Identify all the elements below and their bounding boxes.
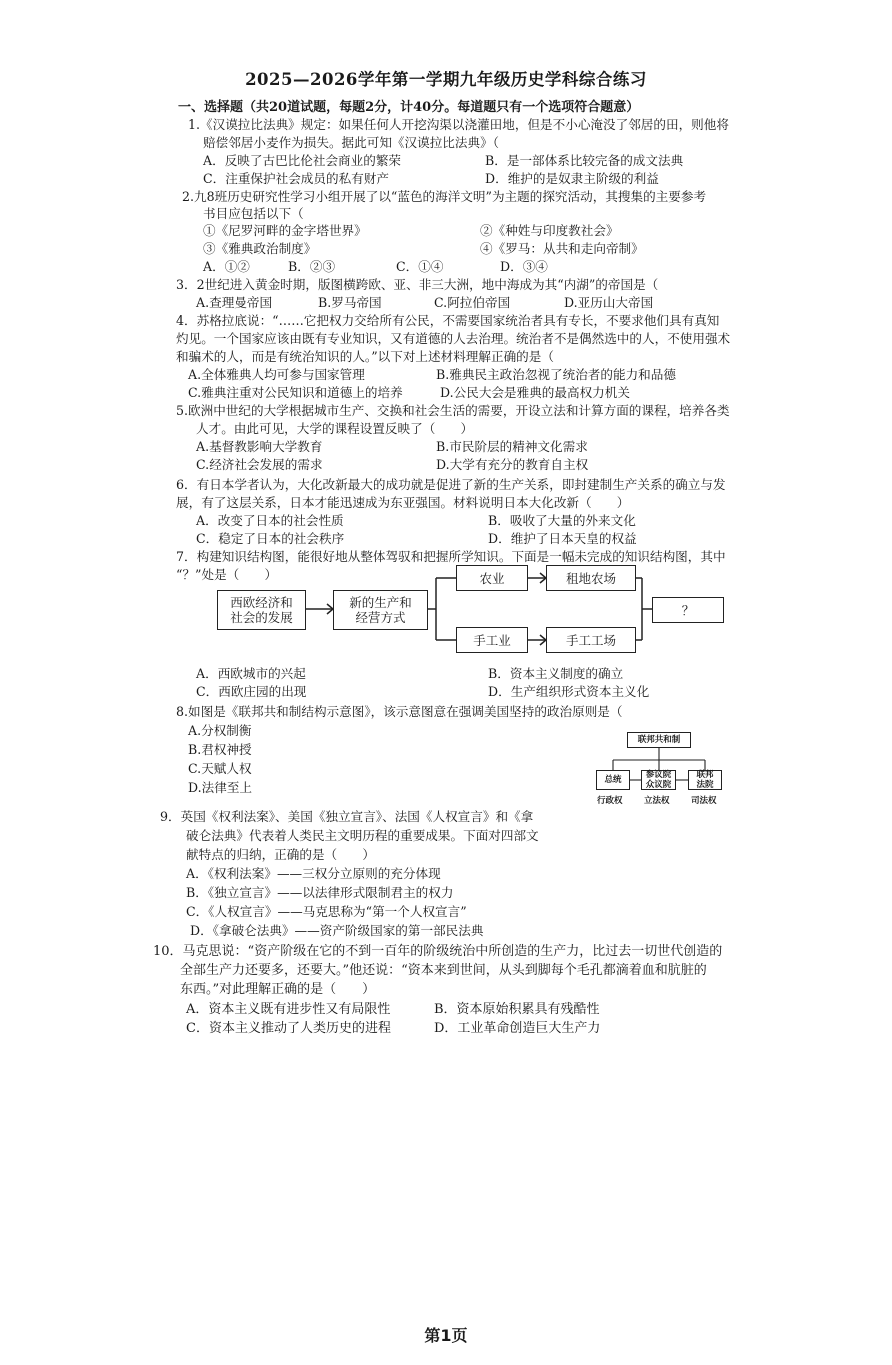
q5-stem-line1: 5.欧洲中世纪的大学根据城市生产、交换和社会生活的需要，开设立法和计算方面的课程，培养各类 [176,403,730,418]
q9-option-b: B．《独立宣言》——以法律形式限制君主的权力 [186,885,454,900]
page-number: 第1页 [424,1326,468,1345]
q2-item-2: ②《种姓与印度教社会》 [480,223,619,238]
q6-stem-line2: 展，有了这层关系，日本才能迅速成为东亚强国。材料说明日本大化改新（ ） [176,495,630,510]
section-heading: 一、选择题（共20道试题，每题2分，计40分。每道题只有一个选项符合题意） [178,100,640,115]
q5-option-c: C.经济社会发展的需求 [196,457,323,472]
q8-option-b: B.君权神授 [188,742,252,757]
president-box: 总统 [596,770,630,790]
diagram-box-economy-society: 西欧经济和社会的发展 [217,590,306,630]
federal-republic-box: 联邦共和制 [627,732,691,748]
q6-option-b: B．吸收了大量的外来文化 [488,513,636,528]
q9-stem-line2: 破仑法典》代表着人类民主文明历程的重要成果。下面对四部文 [186,828,539,843]
q9-option-d: D．《拿破仑法典》——资产阶级国家的第一部民法典 [190,923,484,938]
diagram-box-new-production: 新的生产和经营方式 [333,590,428,630]
q2-item-3: ③《雅典政治制度》 [203,241,317,256]
q3-option-a: A.查理曼帝国 [196,295,273,310]
q4-option-b: B.雅典民主政治忽视了统治者的能力和品德 [436,367,676,382]
q5-option-a: A.基督教影响大学教育 [196,439,323,454]
q4-stem-line3: 和骗术的人，而是有统治知识的人。”以下对上述材料理解正确的是（ [176,349,554,364]
q6-option-d: D．维护了日本天皇的权益 [488,531,637,546]
q9-stem-line1: 9．英国《权利法案》、美国《独立宣言》、法国《人权宣言》和《拿 [160,809,534,824]
q2-item-4: ④《罗马：从共和走向帝制》 [480,241,644,256]
judicial-power-label: 司法权 [691,796,717,806]
q9-option-c: C．《人权宣言》——马克思称为“第一个人权宣言” [186,904,467,919]
q4-option-c: C.雅典注重对公民知识和道德上的培养 [188,385,403,400]
q7-stem-line2: “？”处是（ ） [176,567,278,582]
diagram-box-handicraft: 手工业 [456,627,528,653]
q2-stem-line1: 2.九8班历史研究性学习小组开展了以“蓝色的海洋文明”为主题的探究活动，其搜集的主要参考 [182,189,707,204]
q10-option-d: D．工业革命创造巨大生产力 [434,1021,601,1036]
q8-option-d: D.法律至上 [188,780,253,795]
q10-option-c: C．资本主义推动了人类历史的进程 [186,1021,391,1036]
q8-option-a: A.分权制衡 [188,723,252,738]
congress-box: 参议院众议院 [641,770,676,790]
q5-option-d: D.大学有充分的教育自主权 [436,457,589,472]
q3-option-b: B.罗马帝国 [318,295,382,310]
q4-option-d: D.公民大会是雅典的最高权力机关 [440,385,630,400]
executive-power-label: 行政权 [597,796,623,806]
diagram-box-question: ？ [652,597,724,623]
q9-stem-line3: 献特点的归纳，正确的是（ ） [186,847,375,862]
q7-option-a: A．西欧城市的兴起 [196,666,306,681]
q6-option-c: C．稳定了日本的社会秩序 [196,531,345,546]
diagram-box-agriculture: 农业 [456,565,528,591]
q1-option-d: D．维护的是奴隶主阶级的利益 [485,171,659,186]
q10-option-b: B．资本原始积累具有残酷性 [434,1002,600,1017]
q1-option-b: B．是一部体系比较完备的成文法典 [485,153,684,168]
q3-option-c: C.阿拉伯帝国 [434,295,511,310]
q1-option-a: A．反映了古巴比伦社会商业的繁荣 [203,153,402,168]
q3-option-d: D.亚历山大帝国 [564,295,654,310]
q5-option-b: B.市民阶层的精神文化需求 [436,439,588,454]
q2-option-d: D．③④ [500,259,548,274]
federal-court-box: 联邦法院 [688,770,722,790]
q2-option-c: C．①④ [396,259,444,274]
q2-item-1: ①《尼罗河畔的金字塔世界》 [203,223,367,238]
diagram-box-workshop: 手工工场 [546,627,636,653]
q2-option-b: B．②③ [288,259,336,274]
q1-stem-line1: 1.《汉谟拉比法典》规定：如果任何人开挖沟渠以浇灌田地，但是不小心淹没了邻居的田，则他将 [188,117,729,132]
q8-option-c: C.天赋人权 [188,761,252,776]
q7-stem-line1: 7．构建知识结构图，能很好地从整体驾驭和把握所学知识。下面是一幅未完成的知识结构图，其中 [176,549,726,564]
q6-option-a: A．改变了日本的社会性质 [196,513,344,528]
page-title: 2025—2026学年第一学期九年级历史学科综合练习 [245,70,647,89]
q10-stem-line2: 全部生产力还要多，还要大。”他还说：“资本来到世间，从头到脚每个毛孔都滴着血和肮脏的 [180,963,707,978]
q8-stem: 8.如图是《联邦共和制结构示意图》，该示意图意在强调美国坚持的政治原则是（ [176,704,623,719]
q7-option-c: C．西欧庄园的出现 [196,684,307,699]
q10-option-a: A．资本主义既有进步性又有局限性 [186,1002,391,1017]
q4-option-a: A.全体雅典人均可参与国家管理 [188,367,365,382]
q2-stem-line2: 书目应包括以下（ [203,206,304,221]
q7-option-b: B．资本主义制度的确立 [488,666,624,681]
q4-stem-line1: 4．苏格拉底说：“……它把权力交给所有公民，不需要国家统治者具有专长，不要求他们具有真知 [176,313,720,328]
q9-option-a: A．《权利法案》——三权分立原则的充分体现 [186,866,441,881]
q2-option-a: A．①② [203,259,250,274]
q10-stem-line1: 10．马克思说：“资产阶级在它的不到一百年的阶级统治中所创造的生产力，比过去一切世代创造的 [153,944,723,959]
q6-stem-line1: 6．有日本学者认为，大化改新最大的成功就是促进了新的生产关系，即封建制生产关系的确立与发 [176,477,726,492]
q7-option-d: D．生产组织形式资本主义化 [488,684,650,699]
q10-stem-line3: 东西。”对此理解正确的是（ ） [180,982,376,997]
diagram-box-leased-farm: 租地农场 [546,565,636,591]
q5-stem-line2: 人才。由此可见，大学的课程设置反映了（ ） [196,421,474,436]
q1-option-c: C．注重保护社会成员的私有财产 [203,171,389,186]
q3-stem: 3．2世纪进入黄金时期，版图横跨欧、亚、非三大洲，地中海成为其“内湖”的帝国是（ [176,277,659,292]
q4-stem-line2: 灼见。一个国家应该由既有专业知识，又有道德的人去治理。统治者不是偶然选中的人，不使用强术 [176,331,731,346]
q1-stem-line2: 赔偿邻居小麦作为损失。据此可知《汉谟拉比法典》（ [203,135,499,150]
legislative-power-label: 立法权 [644,796,670,806]
